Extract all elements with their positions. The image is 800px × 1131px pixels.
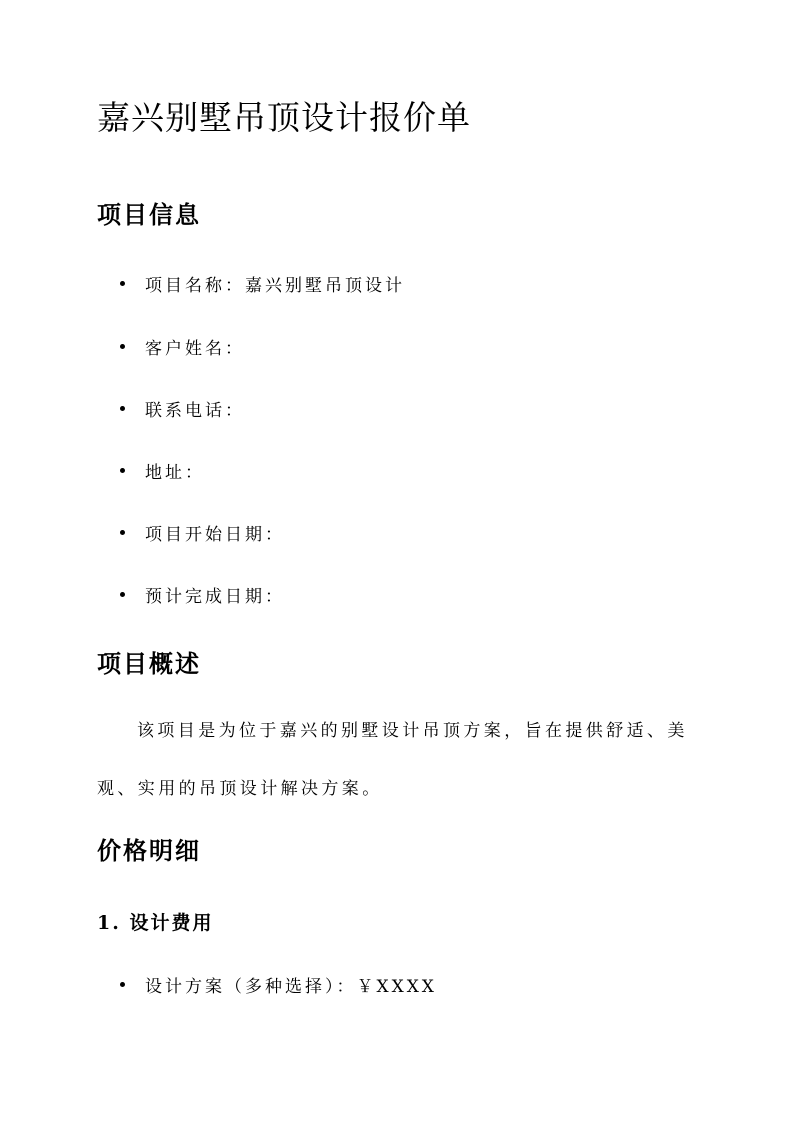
bullet-icon [120, 982, 125, 987]
overview-paragraph: 该项目是为位于嘉兴的别墅设计吊顶方案，旨在提供舒适、美观、实用的吊顶设计解决方案。 [97, 721, 688, 799]
document-title: 嘉兴别墅吊顶设计报价单 [97, 98, 471, 137]
list-item-text: 地址： [145, 463, 205, 483]
list-item [120, 271, 405, 296]
list-item [120, 972, 437, 997]
list-item [120, 334, 245, 359]
bullet-icon [120, 281, 125, 286]
list-item-text: 预计完成日期： [145, 587, 285, 607]
subsection-heading-design-fee: 1. 设计费用 [97, 912, 214, 934]
list-item-text: 客户姓名： [145, 339, 245, 359]
list-item-text: 设计方案（多种选择）：￥XXXX [145, 977, 437, 997]
list-item [120, 520, 285, 545]
bullet-icon [120, 530, 125, 535]
list-item [120, 458, 205, 483]
bullet-icon [120, 468, 125, 473]
list-item [120, 396, 245, 421]
section-heading-overview: 项目概述 [97, 649, 201, 678]
list-item-text: 联系电话： [145, 401, 245, 421]
bullet-icon [120, 592, 125, 597]
list-item-text: 项目开始日期： [145, 525, 285, 545]
list-item [120, 582, 285, 607]
bullet-icon [120, 406, 125, 411]
list-item-text: 项目名称：嘉兴别墅吊顶设计 [145, 276, 405, 296]
bullet-icon [120, 344, 125, 349]
section-heading-pricing: 价格明细 [97, 836, 201, 865]
section-heading-project-info: 项目信息 [97, 200, 201, 229]
